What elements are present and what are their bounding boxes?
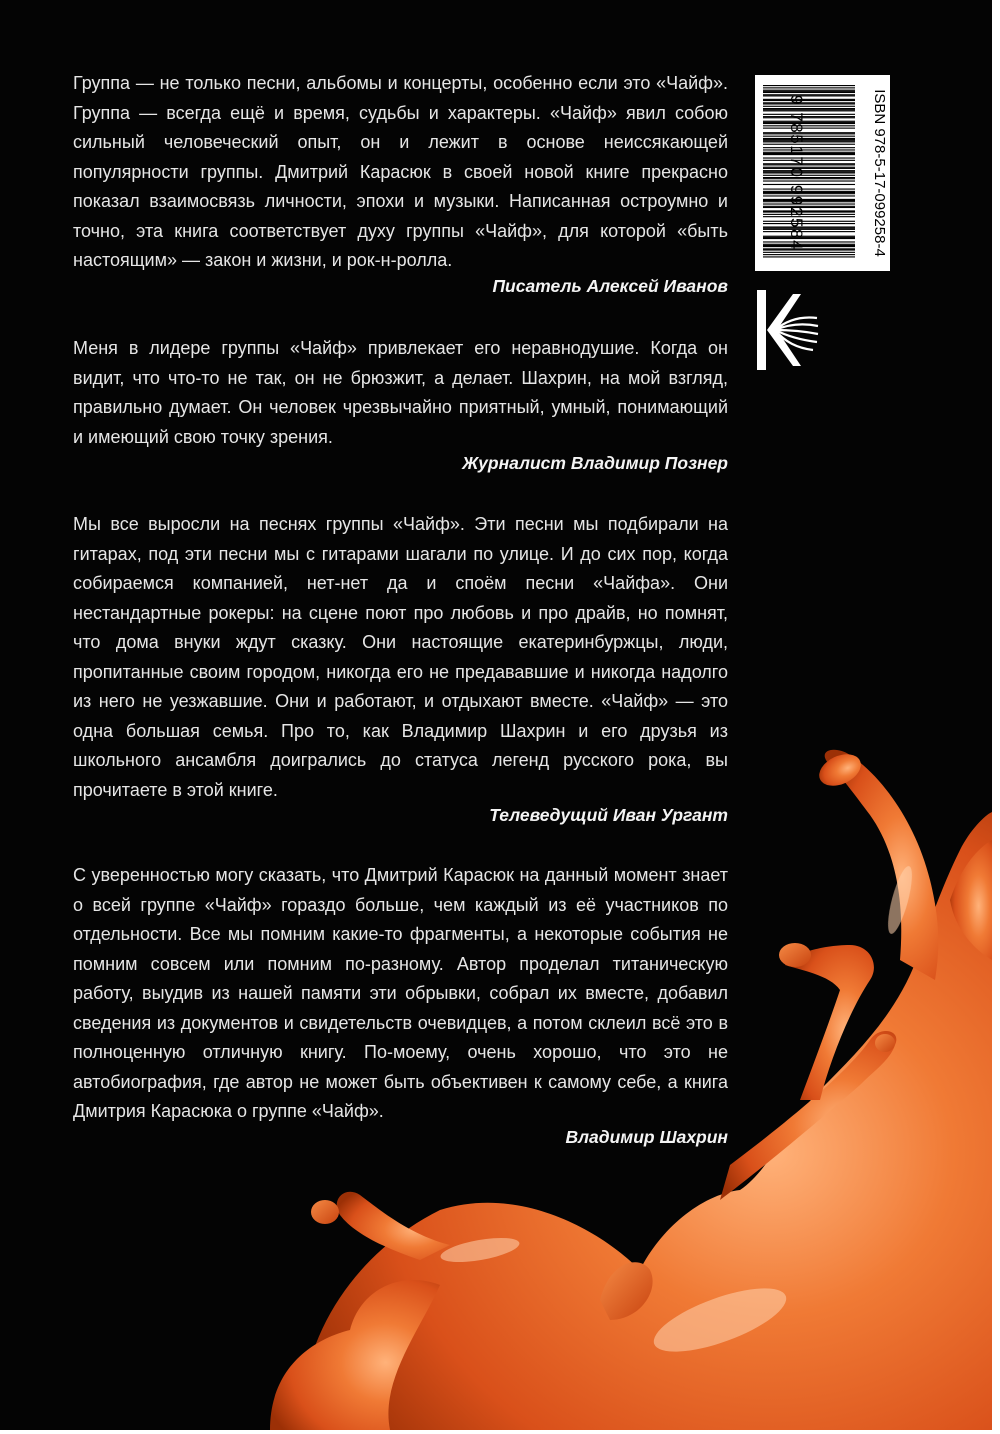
barcode-bar xyxy=(763,109,855,110)
barcode-bar xyxy=(763,191,855,192)
quote-2-author: Журналист Владимир Познер xyxy=(462,453,728,473)
quote-1-text: Группа — не только песни, альбомы и концерты, особенно если это «Чайф». Группа — всегда ещё и время, судьбы и характеры. «Чайф» явил собою сильный человеческий опыт, он и лежит в основе неиссякающей популярности группы. Дмитрий Карасюк в своей новой книге прекрасно показал взаимосвязь личности, эпохи и музыки. Написанная остроумно и точно, эта книга соответствует духу группы «Чайф», для которой «быть настоящим» — закон и жизни, и рок-н-ролла. xyxy=(73,73,728,270)
barcode-bar xyxy=(763,138,855,139)
barcode-bar xyxy=(763,147,855,148)
barcode-bar xyxy=(763,177,855,178)
barcode-bar xyxy=(763,136,855,137)
barcode-bar xyxy=(763,175,855,176)
barcode-bar xyxy=(763,221,855,222)
barcode-bar xyxy=(763,116,855,117)
barcode-bar xyxy=(763,108,855,109)
barcode-bar xyxy=(763,90,855,91)
barcode-bar xyxy=(763,256,855,257)
barcode-bar xyxy=(763,149,855,150)
barcode-bar xyxy=(763,207,855,208)
barcode-bar xyxy=(763,203,855,204)
barcode-bar xyxy=(763,228,855,229)
barcode-bar xyxy=(763,241,855,242)
barcode-bar xyxy=(763,212,855,213)
barcode-bar xyxy=(763,103,855,104)
barcode-bar xyxy=(763,125,855,126)
barcode-bar xyxy=(763,144,855,145)
barcode-bar xyxy=(763,199,855,200)
barcode-bar xyxy=(763,99,855,100)
barcode-bar xyxy=(763,249,855,250)
barcode-bar xyxy=(763,226,855,227)
barcode-bar xyxy=(763,184,855,185)
quote-1-author: Писатель Алексей Иванов xyxy=(492,276,728,296)
quote-3-author: Телеведущий Иван Ургант xyxy=(489,805,728,825)
quote-2 xyxy=(73,334,728,452)
barcode-bar xyxy=(763,152,855,153)
publisher-k-book-logo-icon xyxy=(755,290,821,370)
isbn-label: ISBN 978-5-17-099258-4 xyxy=(871,89,888,257)
barcode-bar xyxy=(763,160,855,161)
barcode-bar xyxy=(763,214,855,215)
barcode-bar xyxy=(763,157,855,158)
barcode-bar xyxy=(763,180,855,181)
barcode-bar xyxy=(763,171,855,172)
barcode-bar xyxy=(763,100,855,101)
quote-4-text: С уверенностью могу сказать, что Дмитрий Карасюк на данный момент знает о всей группе «Чайф» гораздо больше, чем каждый из её участников по отдельности. Все мы помним какие-то фрагменты, а некоторые события не помним совсем или помним по-разному. Автор проделал титаническую работу, выудив из нашей памяти эти обрывки, собрал их вместе, добавил сведения из документов и свидетельств очевидцев, а потом склеил всё это в полноценную отличную книгу. По-моему, очень хорошо, что это не автобиография, где автор не может быть объективен к самому себе, а книга Дмитрия Карасюка о группе «Чайф». xyxy=(73,865,728,1121)
barcode-bar xyxy=(763,189,855,190)
barcode-bar xyxy=(763,248,855,249)
barcode-bar xyxy=(763,195,855,196)
barcode-bar xyxy=(763,128,855,129)
barcode-bar xyxy=(763,206,855,207)
quote-3 xyxy=(73,510,728,805)
barcode-bar xyxy=(763,201,855,202)
barcode-bar xyxy=(763,236,855,237)
barcode-bar xyxy=(763,154,855,155)
barcode-bar xyxy=(763,110,855,111)
barcode-bar xyxy=(763,114,855,115)
barcode-bar xyxy=(763,121,855,122)
quote-4-author: Владимир Шахрин xyxy=(565,1127,728,1147)
barcode-bar xyxy=(763,132,855,133)
barcode-bar xyxy=(763,164,855,165)
barcode-bar xyxy=(763,141,855,142)
barcode-bar xyxy=(763,238,855,239)
barcode-bar xyxy=(763,229,855,230)
quote-4 xyxy=(73,861,728,1127)
barcode-bar xyxy=(763,85,855,86)
barcode-bar xyxy=(763,123,855,124)
barcode-bar xyxy=(763,231,855,232)
barcode-bar xyxy=(763,153,855,154)
barcode-bar xyxy=(763,91,855,92)
barcode-bar xyxy=(763,172,855,173)
barcode-bar xyxy=(763,163,855,164)
quote-1 xyxy=(73,69,728,276)
barcode-bar xyxy=(763,252,855,253)
barcode-bar xyxy=(763,133,855,134)
barcode-bar xyxy=(763,200,855,201)
barcode-bar xyxy=(763,170,855,171)
quote-3-text: Мы все выросли на песнях группы «Чайф». Эти песни мы подбирали на гитарах, под эти песни мы с гитарами шагали по улице. И до сих пор, когда собираемся компанией, нет-нет да и споём песни «Чайфа». Они нестандартные рокеры: на сцене поют про любовь и про драйв, но помнят, что дома внуки ждут сказку. Они настоящие екатеринбуржцы, люди, пропитанные своим городом, никогда его не предававшие и никогда надолго из него не уезжавшие. Они и работают, и отдыхают вместе. «Чайф» — это одна большая семья. Про то, как Владимир Шахрин и его друзья из школьного ансамбля доигрались до статуса легенд русского рока, вы прочитаете в этой книге. xyxy=(73,514,728,800)
barcode-bar xyxy=(763,246,855,247)
barcode-bar xyxy=(763,237,855,238)
barcode-bar xyxy=(763,178,855,179)
barcode-bar xyxy=(763,117,855,118)
barcode-bar xyxy=(763,95,855,96)
barcode-bar xyxy=(763,168,855,169)
barcode-bar xyxy=(763,254,855,255)
barcode-bar xyxy=(763,223,855,224)
barcode-bar xyxy=(763,94,855,95)
barcode-digits: 9 785170 992584 xyxy=(787,94,806,252)
barcode-bar xyxy=(763,140,855,141)
isbn-barcode xyxy=(755,75,890,271)
barcode-bar xyxy=(763,92,855,93)
barcode-bar xyxy=(763,122,855,123)
barcode-bar xyxy=(763,244,855,245)
barcode-bar xyxy=(763,106,855,107)
barcode-bar xyxy=(763,245,855,246)
barcode-bar xyxy=(763,192,855,193)
barcode-bar xyxy=(763,139,855,140)
barcode-bar xyxy=(763,167,855,168)
barcode-bar xyxy=(763,216,855,217)
barcode-bar xyxy=(763,87,855,88)
barcode-bar xyxy=(763,102,855,103)
barcode-bar xyxy=(763,210,855,211)
barcode-bar xyxy=(763,193,855,194)
quote-2-text: Меня в лидере группы «Чайф» привлекает его неравнодушие. Когда он видит, что что-то не так, он не брюзжит, а делает. Шахрин, на мой взгляд, правильно думает. Он человек чрезвычайно приятный, умный, понимающий и имеющий свою точку зрения. xyxy=(73,338,728,447)
